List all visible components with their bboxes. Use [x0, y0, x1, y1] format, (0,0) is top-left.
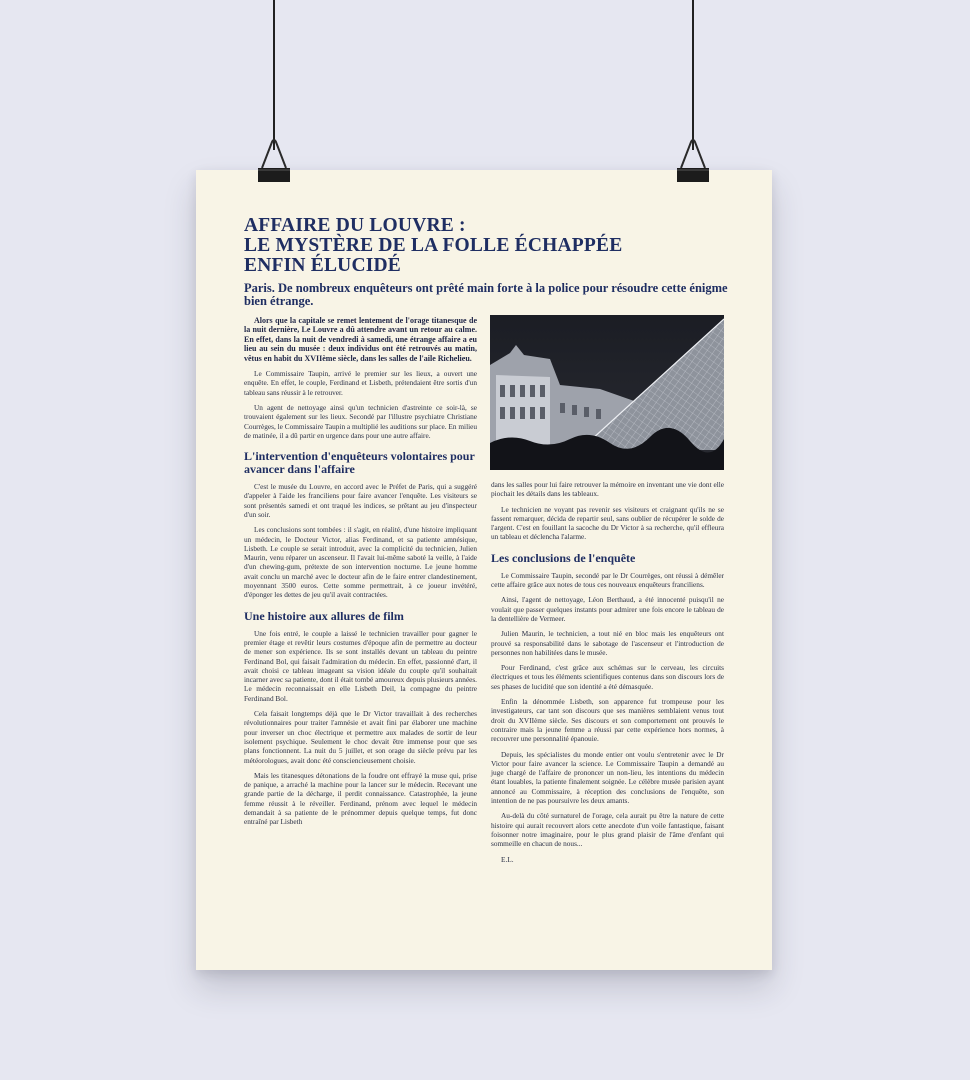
- binder-clip-right-icon: [673, 136, 713, 186]
- louvre-pyramid-illustration: [490, 315, 724, 470]
- paragraph: Mais les titanesques détonations de la foudre ont effrayé la muse qui, prise de panique, a arraché la machine pour la lancer sur le médecin. Recevant une grande partie de la décharge, il perdit connaissance. Catastrophée, la jeune femme réussit à le réveiller. Ferdinand, prénom avec lequel le médecin demandait à sa patiente de le prénommer depuis quelque temps, fut donc entraîné par Lisbeth: [244, 770, 477, 827]
- paragraph: Pour Ferdinand, c'est grâce aux schémas sur le cerveau, les circuits électriques et tous les éléments scientifiques contenus dans son discours lors de ses phases de lucidité que son identité a été démasquée.: [491, 663, 724, 691]
- hanging-wire-right: [692, 0, 694, 150]
- paragraph: Une fois entré, le couple a laissé le technicien travailler pour gagner le premier étage et revêtir leurs costumes d'époque afin de permettre au docteur de mener son expérience. Ils se sont installés devant un tableau du peintre Ferdinand Bol, qui faisait l'admiration du médecin. En effet, passionné d'art, il avait choisi ce tableau imageant sa vision idéale du couple qu'il souhaitait incarner avec sa patiente, dont il était tombé amoureux depuis plusieurs années. Le médecin reconnaissait en elle Lisbeth Deil, la compagne du peintre Ferdinand Bol.: [244, 628, 477, 703]
- louvre-pyramid-photo: [490, 315, 724, 470]
- paragraph: Le technicien ne voyant pas revenir ses visiteurs et craignant qu'ils ne se fassent remarquer, décida de repartir seul, sans oublier de récupérer le solde de l'argent. C'est en fouillant la sacoche du Dr Victor à sa recherche, qu'il effleura un tableau et déclencha l'alarme.: [491, 504, 724, 542]
- left-column: [244, 316, 477, 833]
- hanging-wire-left: [273, 0, 275, 150]
- article-subtitle: Paris. De nombreux enquêteurs ont prêté main forte à la police pour résoudre cette énigme bien étrange.: [244, 281, 728, 308]
- paragraph: Le Commissaire Taupin, arrivé le premier sur les lieux, a ouvert une enquête. En effet, le couple, Ferdinand et Lisbeth, prétendaient être sortis d'un tableau sans réussir à le retrouver.: [244, 369, 477, 397]
- paragraph: Julien Maurin, le technicien, a tout nié en bloc mais les enquêteurs ont prouvé sa responsabilité dans le sabotage de l'ascenseur et l'introduction de personnes non habilitées dans le musée.: [491, 629, 724, 657]
- right-column: [491, 480, 724, 870]
- paragraph: Les conclusions sont tombées : il s'agit, en réalité, d'une histoire impliquant un médecin, le Docteur Victor, alias Ferdinand, et sa patiente amnésique, Lisbeth. Le couple se serait introduit, avec la complicité du technicien, Julien Maurin, venu réparer un ascenseur. Il l'avait lui-même saboté la veille, à l'aide d'un chewing-gum, prétexte de son intervention nocturne. Le jeune homme avait conclu un marché avec le docteur afin de le faire entrer clandestinement, moyennant 3500 euros. Cette somme permettrait, à ce joueur invétéré, d'éponger les dettes de jeu qu'il avait contractées.: [244, 525, 477, 600]
- paragraph: Cela faisait longtemps déjà que le Dr Victor travaillait à des recherches révolutionnaires pour traiter l'amnésie et avait fini par élaborer une machine pour inverser un choc électrique et permettre aux malades de sortir de leur isolement psychique. Seulement le choc devait être immense pour que ses plans fonctionnent. La nuit du 5 juillet, et son orage du siècle prévu par les météorologues, avait donc été consciencieusement choisie.: [244, 709, 477, 765]
- paragraph: Enfin la dénommée Lisbeth, son apparence fut trompeuse pour les investigateurs, car tant son discours que ses manières semblaient venus tout droit du XVIIème siècle. Ses discours et son comportement ont prouvés le contraire mais la jeune femme a réussi par cette expérience hors normes, à recouvrer une personnalité épanouie.: [491, 697, 724, 744]
- paragraph: Depuis, les spécialistes du monde entier ont voulu s'entretenir avec le Dr Victor pour faire avancer la science. Le Commissaire Taupin a demandé au juge chargé de l'affaire de prononcer un non-lieu, les intentions du médecin étant louables, la patiente finalement soignée. Le célèbre musée parisien ayant annoncé au Commissaire, à réception des conclusions de l'enquête, son intention de ne pas poursuivre les deux amants.: [491, 749, 724, 806]
- paragraph: Un agent de nettoyage ainsi qu'un technicien d'astreinte ce soir-là, se trouvaient également sur les lieux. Secondé par l'illustre psychiatre Christiane Courrèges, le Commissaire Taupin a multiplié les auditions sur place. En milieu de matinée, il a dû partir en urgence dans pour une autre affaire.: [244, 402, 478, 440]
- paragraph: dans les salles pour lui faire retrouver la mémoire en inventant une vie dont elle piochait les détails dans les tableaux.: [491, 480, 724, 499]
- section-heading: L'intervention d'enquêteurs volontaires pour avancer dans l'affaire: [244, 449, 475, 477]
- article-title: AFFAIRE DU LOUVRE : LE MYSTÈRE DE LA FOLLE ÉCHAPPÉE ENFIN ÉLUCIDÉ: [244, 215, 623, 276]
- section-heading: Une histoire aux allures de film: [244, 608, 404, 623]
- paragraph: Le Commissaire Taupin, secondé par le Dr Courrèges, ont réussi à démêler cette affaire grâce aux notes de tous ces nouveaux enquêteurs franciliens.: [491, 570, 724, 590]
- author-signature: E.L.: [501, 854, 514, 864]
- paragraph: Ainsi, l'agent de nettoyage, Léon Berthaud, a été innocenté puisqu'il ne voulait que passer quelques instants pour admirer une fois encore le tableau de la dentellière de Vermeer.: [491, 595, 724, 623]
- paragraph: C'est le musée du Louvre, en accord avec le Préfet de Paris, qui a suggéré d'appeler à l'aide les franciliens pour faire avancer l'enquête. Les visiteurs se sont présentés samedi et ont traqué les indices, se prêtant au jeu d'inspecteur d'un soir.: [244, 482, 477, 519]
- section-heading: Les conclusions de l'enquête: [491, 550, 636, 565]
- poster: [196, 170, 772, 970]
- binder-clip-left-icon: [254, 136, 294, 186]
- lead-paragraph: Alors que la capitale se remet lentement de l'orage titanesque de la nuit dernière, Le Louvre a dû attendre avant un retour au calme. En effet, dans la nuit de vendredi à samedi, une étrange affaire a eu lieu au sein du musée : deux individus ont été retrouvés au matin, vêtus en habit du XVIIème siècle, dans les salles de l'aile Richelieu.: [244, 316, 477, 363]
- paragraph: Au-delà du côté surnaturel de l'orage, cela aurait pu être la nature de cette histoire qui aurait recouvert alors cette anecdote d'un voile fantastique, faisant foisonner notre imaginaire, pour le plus grand plaisir de l'âme d'enfant qui sommeille en chacun de nous...: [491, 811, 724, 849]
